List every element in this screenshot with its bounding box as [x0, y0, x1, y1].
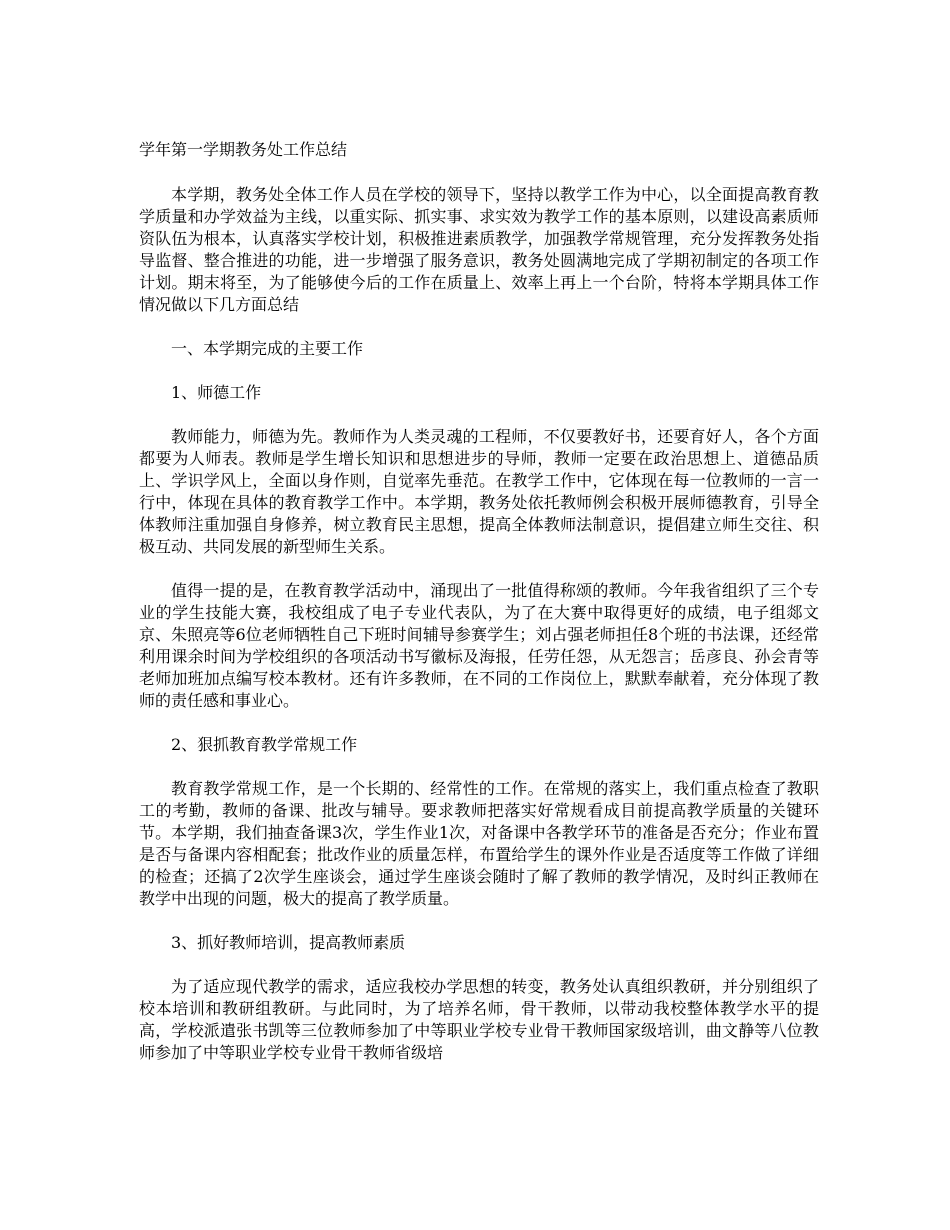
subsection-heading-teacher-training: 3、抓好教师培训，提高教师素质 [171, 933, 406, 952]
document-body [139, 138, 819, 1086]
subsection-heading-teacher-ethics: 1、师德工作 [171, 383, 262, 402]
subsection-heading-teaching-routine: 2、狠抓教育教学常规工作 [171, 735, 358, 754]
teacher-ethics-paragraph-2: 值得一提的是，在教育教学活动中，涌现出了一批值得称颂的教师。今年我省组织了三个专业的学生技能大赛，我校组成了电子专业代表队，为了在大赛中取得更好的成绩，电子组郯文京、朱照亮等6位老师牺牲自己下班时间辅导参赛学生；刘占强老师担任8个班的书法课，还经常利用课余时间为学校组织的各项活动书写徽标及海报，任劳任怨，从无怨言；岳彦良、孙会青等老师加班加点编写校本教材。还有许多教师，在不同的工作岗位上，默默奉献着，充分体现了教师的责任感和事业心。 [139, 581, 819, 710]
intro-paragraph: 本学期，教务处全体工作人员在学校的领导下，坚持以教学工作为中心，以全面提高教育教学质量和办学效益为主线，以重实际、抓实事、求实效为教学工作的基本原则，以建设高素质师资队伍为根本，认真落实学校计划，积极推进素质教学，加强教学常规管理，充分发挥教务处指导监督、整合推进的功能，进一步增强了服务意识，教务处圆满地完成了学期初制定的各项工作计划。期末将至，为了能够使今后的工作在质量上、效率上再上一个台阶，特将本学期具体工作情况做以下几方面总结 [139, 185, 819, 314]
document-title: 学年第一学期教务处工作总结 [139, 140, 348, 159]
teacher-ethics-paragraph-1: 教师能力，师德为先。教师作为人类灵魂的工程师，不仅要教好书，还要育好人，各个方面都要为人师表。教师是学生增长知识和思想进步的导师，教师一定要在政治思想上、道德品质上、学识学风上，全面以身作则，自觉率先垂范。在教学工作中，它体现在每一位教师的一言一行中，体现在具体的教育教学工作中。本学期，教务处依托教师例会积极开展师德教育，引导全体教师注重加强自身修养，树立教育民主思想，提高全体教师法制意识，提倡建立师生交往、积极互动、共同发展的新型师生关系。 [139, 427, 819, 556]
teaching-routine-paragraph: 教育教学常规工作，是一个长期的、经常性的工作。在常规的落实上，我们重点检查了教职工的考勤，教师的备课、批改与辅导。要求教师把落实好常规看成目前提高教学质量的关键环节。本学期，我们抽查备课3次，学生作业1次，对备课中各教学环节的准备是否充分；作业布置是否与备课内容相配套；批改作业的质量怎样，布置给学生的课外作业是否适度等工作做了详细的检查；还搞了2次学生座谈会，通过学生座谈会随时了解了教师的教学情况，及时纠正教师在教学中出现的问题，极大的提高了教学质量。 [139, 779, 819, 908]
section-heading-main-work: 一、本学期完成的主要工作 [171, 339, 364, 358]
teacher-training-paragraph: 为了适应现代教学的需求，适应我校办学思想的转变，教务处认真组织教研，并分别组织了校本培训和教研组教研。与此同时，为了培养名师，骨干教师，以带动我校整体教学水平的提高，学校派遣张书凯等三位教师参加了中等职业学校专业骨干教师国家级培训，曲文静等八位教师参加了中等职业学校专业骨干教师省级培 [139, 977, 819, 1062]
